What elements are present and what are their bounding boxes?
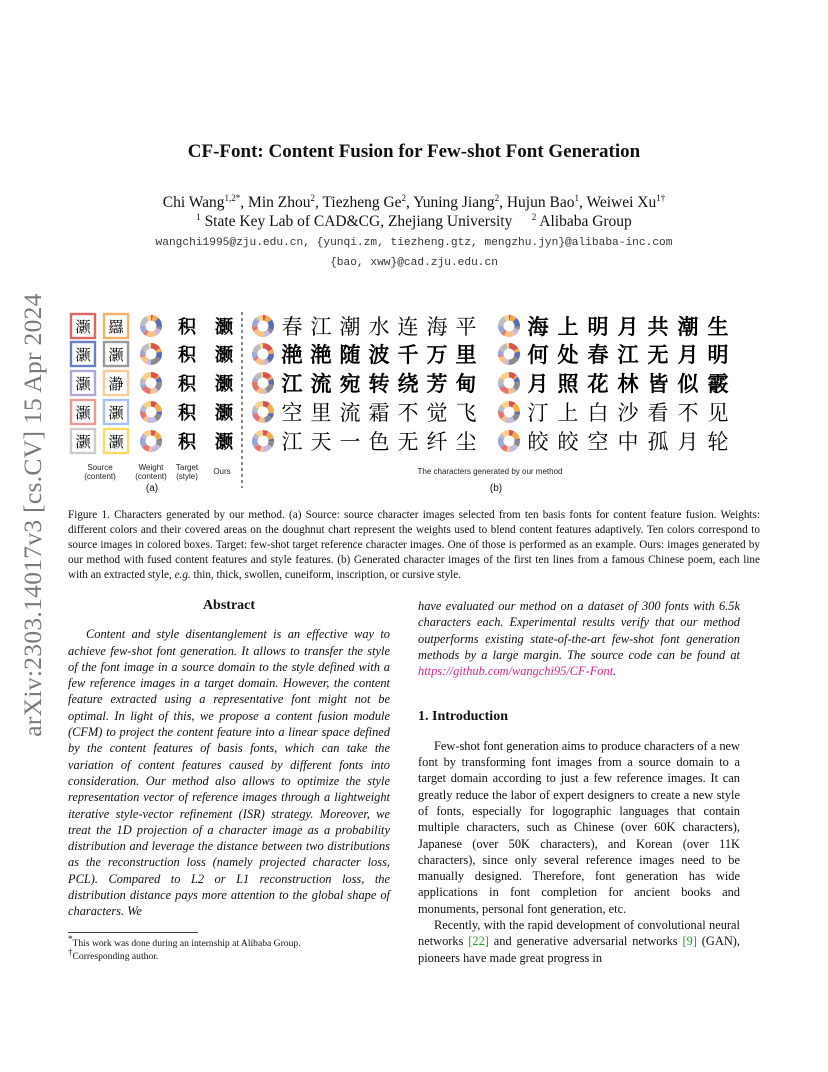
generated-glyph: 生 [707, 315, 729, 339]
intro-heading: 1. Introduction [418, 709, 508, 725]
generated-glyph: 纤 [426, 430, 448, 454]
generated-glyph: 波 [368, 343, 390, 367]
generated-glyph: 明 [707, 343, 729, 367]
left-column [68, 598, 390, 920]
target-glyph: 积 [178, 345, 196, 366]
label-target: Target [175, 463, 199, 472]
author-name: Weiwei Xu [586, 194, 657, 211]
generated-glyph: 春 [587, 343, 609, 367]
author-affil-marker: 2 [494, 192, 500, 203]
generated-glyph: 中 [617, 430, 639, 454]
label-target-sub: (style) [176, 472, 198, 481]
generated-glyph: 潮 [677, 315, 699, 339]
abstract-continued [418, 598, 740, 679]
author-name: Yuning Jiang [413, 194, 495, 211]
generated-glyph: 不 [677, 401, 699, 425]
footnote-1 [68, 933, 398, 950]
source-glyph: 羉 [108, 318, 124, 336]
generated-glyph: 甸 [455, 372, 477, 396]
generated-glyph: 月 [527, 372, 549, 396]
generated-glyph: 宛 [339, 372, 361, 396]
affil-1-marker: 1 [196, 211, 201, 222]
ours-glyph: 灏 [215, 374, 233, 395]
generated-glyph: 汀 [527, 401, 549, 425]
abstract-body: Content and style disentanglement is an effective way to achieve few-shot font generation. It allows to transfer the style of the font image in a source domain to the style defined with a few reference images in a target domain. However, the content feature extracted using a representative font might not be optimal. In light of this, we propose a content fusion module (CFM) to project the content feature into a linear space defined by the content features of basis fonts, which can take the variation of content features caused by different fonts into consideration. Our method also allows to optimize the style representation vector of reference images through a lightweight iterative style-vector refinement (ISR) strategy. Moreover, we treat the 1D projection of a character image as a probability distribution and leverage the distance between two distributions as the reconstruction loss (namely projected character loss, PCL). Compared to L2 or L1 reconstruction loss, the distribution distance pays more attention to the global shape of characters. We [68, 627, 390, 919]
target-glyph: 积 [178, 374, 196, 395]
generated-glyph: 照 [557, 372, 579, 396]
generated-glyph: 孤 [647, 430, 669, 454]
generated-glyph: 霜 [368, 401, 390, 425]
code-link[interactable]: https://github.com/wangchi95/CF-Font [418, 664, 614, 679]
generated-glyph: 皎 [557, 430, 579, 454]
abstract-continued-text: have evaluated our method on a dataset of 300 fonts with 6.5k characters each. Experimental results verify that our method outperforms existing state-of-the-art few-shot font generation methods by a large margin. The source code can be found at [418, 599, 740, 662]
target-glyph: 积 [178, 403, 196, 424]
footnote-1-mark: * [68, 933, 73, 944]
generated-glyph: 不 [397, 401, 419, 425]
email-line-2: {bao, xww}@cad.zju.edu.cn [330, 257, 498, 269]
footnote-rule [68, 932, 198, 933]
generated-glyph: 尘 [455, 430, 477, 454]
generated-glyph: 芳 [426, 372, 448, 396]
citation-22[interactable]: [22] [468, 934, 489, 949]
ours-glyph: 灏 [215, 317, 233, 338]
source-glyph: 灏 [108, 404, 124, 422]
generated-glyph: 里 [310, 401, 332, 425]
email-line-1: wangchi1995@zju.edu.cn, {yunqi.zm, tiezheng.gtz, mengzhu.jyn}@alibaba-inc.com [155, 237, 673, 249]
source-glyph: 灏 [75, 375, 91, 393]
generated-glyph: 潮 [339, 315, 361, 339]
generated-glyph: 海 [527, 315, 549, 339]
label-weight: Weight [138, 463, 164, 472]
intro-paragraph-2 [418, 917, 740, 966]
generated-glyph: 月 [677, 343, 699, 367]
generated-glyph: 飞 [455, 401, 477, 425]
label-generated: The characters generated by our method [417, 467, 563, 476]
generated-glyph: 无 [397, 430, 419, 454]
generated-glyph: 海 [426, 315, 448, 339]
author-name: Chi Wang [162, 194, 225, 211]
affil-2-marker: 2 [531, 211, 537, 222]
generated-glyph: 天 [310, 430, 332, 454]
abstract-heading: Abstract [202, 598, 256, 613]
affil-1: State Key Lab of CAD&CG, Zhejiang University [204, 213, 513, 230]
right-column [418, 598, 740, 966]
generated-glyph: 月 [617, 315, 639, 339]
source-glyph: 灏 [75, 433, 91, 451]
label-panel-a: (a) [145, 483, 159, 494]
generated-glyph: 滟 [281, 343, 303, 367]
footnote-2-text: Corresponding author. [72, 951, 159, 962]
intro-paragraph-1: Few-shot font generation aims to produce characters of a new font by transforming font images from a source domain to a target domain according to just a few reference images. It can greatly reduce the labor of expert designers to create a new style of fonts, especially for logographic languages that contain multiple characters, such as Chinese (over 60K characters), Japanese (over 50K characters), and Korean (over 11K characters), since only several reference images need to be manually designed. Therefore, font generation has wide applications in font completion for ancient books and monuments, personal font generation, etc. [418, 738, 740, 916]
generated-glyph: 上 [557, 401, 579, 425]
intro-p2-a: Recently, with the rapid development of convolutional neural networks [418, 918, 740, 949]
affil-2: Alibaba Group [539, 213, 632, 230]
generated-glyph: 月 [677, 430, 699, 454]
author-affil-marker: 1 [574, 192, 579, 203]
generated-glyph: 连 [397, 315, 419, 339]
generated-glyph: 霰 [707, 372, 729, 396]
footnote-2 [68, 946, 398, 963]
generated-glyph: 江 [617, 343, 639, 367]
generated-glyph: 明 [587, 315, 609, 339]
source-glyph: 瀞 [108, 375, 124, 393]
source-glyph: 灏 [75, 404, 91, 422]
generated-glyph: 一 [339, 430, 361, 454]
author-affil-marker: 2 [310, 192, 315, 203]
caption-text-end: thin, thick, swollen, cuneiform, inscription, or cursive style. [190, 568, 462, 581]
source-glyph: 灏 [108, 346, 124, 364]
intro-p2-c: (GAN), pioneers have made great progress in [418, 934, 740, 965]
generated-glyph: 无 [647, 343, 669, 367]
generated-glyph: 林 [617, 372, 639, 396]
generated-glyph: 觉 [426, 401, 448, 425]
source-glyph: 灏 [75, 346, 91, 364]
affiliations [0, 213, 828, 231]
author-name: Tiezheng Ge [322, 194, 402, 211]
generated-glyph: 江 [281, 372, 303, 396]
generated-glyph: 上 [557, 315, 579, 339]
label-panel-b: (b) [489, 483, 503, 494]
generated-glyph: 江 [310, 315, 332, 339]
generated-glyph: 处 [557, 343, 579, 367]
author-affil-marker: 2 [401, 192, 407, 203]
generated-glyph: 轮 [707, 430, 729, 454]
figure-1 [68, 310, 758, 500]
caption-text: Figure 1. Characters generated by our method. (a) Source: source character images selected from ten basis fonts for content feature fusion. Weights: different colors and their covered areas on the doughnut chart represent the weights used to blend content features adaptively. Ten colors correspond to source images in colored boxes. Target: few-shot target reference character images. One of those is performed as an example. Ours: images generated by our method with fused content features and style features. (b) Generated character images of the first ten lines from a famous Chinese poem, each line with an extracted style, [68, 509, 760, 581]
generated-glyph: 滟 [310, 343, 332, 367]
label-ours: Ours [213, 467, 231, 476]
ours-glyph: 灏 [215, 345, 233, 366]
ours-glyph: 灏 [215, 403, 233, 424]
generated-glyph: 随 [339, 343, 361, 367]
footnotes [68, 932, 398, 963]
footnote-2-mark: † [68, 946, 73, 957]
generated-glyph: 空 [281, 401, 303, 425]
target-glyph: 积 [178, 432, 196, 453]
author-affil-marker: 1,2* [224, 192, 241, 203]
generated-glyph: 空 [587, 430, 609, 454]
generated-glyph: 沙 [617, 401, 639, 425]
generated-glyph: 绕 [397, 372, 419, 396]
generated-glyph: 皆 [647, 372, 669, 396]
intro-p2-b: and generative adversarial networks [488, 934, 683, 949]
generated-glyph: 江 [281, 430, 303, 454]
generated-glyph: 春 [281, 315, 303, 339]
arxiv-id-text: arXiv:2303.14017v3 [cs.CV] 15 Apr 2024 [18, 293, 47, 737]
generated-glyph: 何 [527, 343, 549, 367]
caption-eg: e.g. [174, 568, 191, 581]
generated-glyph: 共 [647, 315, 669, 339]
source-glyph: 灏 [108, 433, 124, 451]
generated-glyph: 里 [455, 343, 477, 367]
label-source-sub: (content) [84, 472, 116, 481]
generated-glyph: 花 [587, 372, 609, 396]
arxiv-identifier [8, 280, 58, 750]
author-name: Hujun Bao [506, 194, 575, 211]
author-affil-marker: 1† [656, 192, 666, 203]
figure-caption [68, 508, 760, 583]
generated-glyph: 平 [455, 315, 477, 339]
target-glyph: 积 [178, 317, 196, 338]
source-glyph: 灏 [75, 318, 91, 336]
paper-title: CF-Font: Content Fusion for Few-shot Font Generation [187, 141, 641, 162]
generated-glyph: 见 [707, 401, 729, 425]
citation-9[interactable]: [9] [682, 934, 697, 949]
generated-glyph: 千 [397, 343, 419, 367]
generated-glyph: 水 [368, 315, 390, 339]
abstract-end: . [613, 664, 617, 679]
generated-glyph: 似 [677, 372, 699, 396]
generated-glyph: 白 [587, 401, 609, 425]
generated-glyph: 色 [368, 430, 390, 454]
generated-glyph: 皎 [527, 430, 549, 454]
generated-glyph: 流 [339, 401, 361, 425]
label-source: Source [87, 463, 113, 472]
author-name: Min Zhou [248, 194, 311, 211]
footnote-1-text: This work was done during an internship at Alibaba Group. [72, 938, 301, 949]
author-list: Chi Wang$^{1,2*}$, Min Zhou$^2$, Tiezheng Ge$^2$, Yuning Jiang$^2$, Hujun Bao$^1$, Weiwei $Xu^{1\dagger}$ [162, 192, 666, 211]
generated-glyph: 看 [647, 401, 669, 425]
ours-glyph: 灏 [215, 432, 233, 453]
generated-glyph: 流 [310, 372, 332, 396]
generated-glyph: 万 [426, 343, 448, 367]
generated-glyph: 转 [368, 372, 390, 396]
label-weight-sub: (content) [135, 472, 167, 481]
